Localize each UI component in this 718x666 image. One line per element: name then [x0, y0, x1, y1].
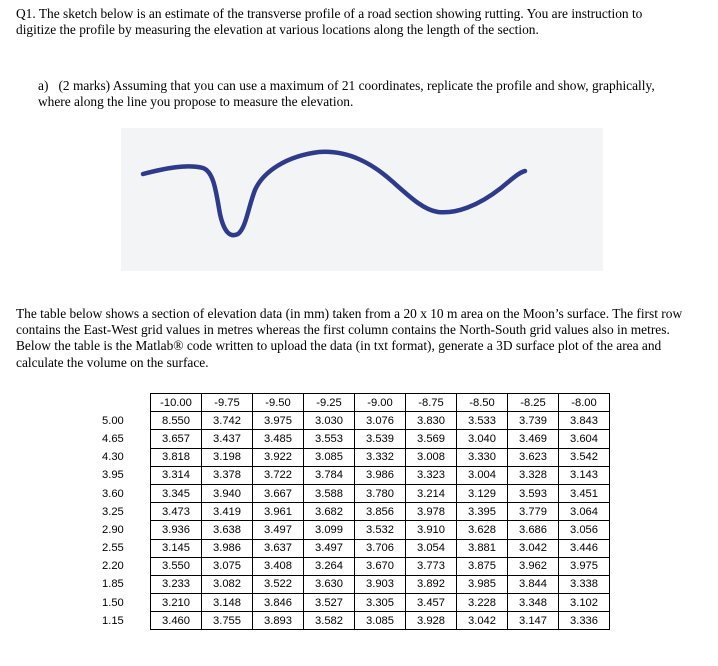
elevation-cell: 3.550: [151, 557, 202, 575]
elevation-cell: 3.623: [508, 448, 559, 466]
part-a-text: Assuming that you can use a maximum of 21 coordinates, replicate the profile and show, graphically, where along the line you propose to measure the elevation.: [38, 78, 655, 110]
question-number: Q1.: [16, 6, 36, 21]
elevation-cell: 3.457: [406, 594, 457, 612]
north-south-label: 5.00: [102, 414, 124, 427]
elevation-cell: 3.085: [355, 612, 406, 630]
elevation-cell: 3.604: [559, 430, 610, 448]
elevation-cell: 3.030: [304, 412, 355, 430]
part-a-label: a): [38, 78, 49, 93]
elevation-cell: 3.233: [151, 575, 202, 593]
elevation-cell: 3.975: [253, 412, 304, 430]
elevation-cell: 3.314: [151, 466, 202, 484]
part-a: [38, 78, 678, 110]
elevation-cell: 3.532: [355, 521, 406, 539]
table-row: [100, 448, 610, 466]
elevation-cell: 3.657: [151, 430, 202, 448]
profile-curve: [143, 152, 525, 235]
elevation-cell: 3.485: [253, 430, 304, 448]
elevation-cell: 3.064: [559, 503, 610, 521]
table-row: [100, 612, 610, 630]
elevation-cell: 3.004: [457, 466, 508, 484]
elevation-cell: 3.533: [457, 412, 508, 430]
elevation-cell: 3.638: [202, 521, 253, 539]
elevation-cell: 3.042: [508, 539, 559, 557]
elevation-cell: 3.451: [559, 484, 610, 502]
east-west-header-cell: -8.50: [457, 394, 508, 412]
elevation-cell: 3.338: [559, 575, 610, 593]
question-body: The sketch below is an estimate of the transverse profile of a road section showing rutting. You are instruction to digitize the profile by measuring the elevation at various locations along the length of the section.: [16, 6, 643, 38]
elevation-cell: 3.628: [457, 521, 508, 539]
elevation-cell: 3.264: [304, 557, 355, 575]
elevation-cell: 3.903: [355, 575, 406, 593]
table-row: [100, 503, 610, 521]
elevation-cell: 3.419: [202, 503, 253, 521]
elevation-cell: 3.667: [253, 484, 304, 502]
elevation-cell: 3.843: [559, 412, 610, 430]
elevation-cell: 3.962: [508, 557, 559, 575]
elevation-cell: 3.323: [406, 466, 457, 484]
elevation-cell: 3.305: [355, 594, 406, 612]
north-south-label: 3.60: [102, 487, 124, 500]
table-row: [100, 594, 610, 612]
east-west-header-cell: -9.25: [304, 394, 355, 412]
elevation-cell: 3.214: [406, 484, 457, 502]
elevation-cell: 3.054: [406, 539, 457, 557]
elevation-cell: 3.940: [202, 484, 253, 502]
north-south-label: 3.95: [102, 469, 124, 482]
elevation-cell: 3.056: [559, 521, 610, 539]
elevation-cell: 3.102: [559, 594, 610, 612]
elevation-cell: 3.210: [151, 594, 202, 612]
east-west-header-cell: -8.00: [559, 394, 610, 412]
table-row: [100, 412, 610, 430]
east-west-header-cell: -8.25: [508, 394, 559, 412]
elevation-cell: 3.569: [406, 430, 457, 448]
east-west-header-cell: -9.00: [355, 394, 406, 412]
elevation-cell: 3.986: [355, 466, 406, 484]
elevation-cell: 3.856: [355, 503, 406, 521]
elevation-cell: 3.395: [457, 503, 508, 521]
elevation-cell: 3.446: [559, 539, 610, 557]
table-row: [100, 539, 610, 557]
elevation-cell: 3.328: [508, 466, 559, 484]
elevation-cell: 3.844: [508, 575, 559, 593]
elevation-cell: 3.378: [202, 466, 253, 484]
elevation-cell: 3.830: [406, 412, 457, 430]
elevation-cell: 3.075: [202, 557, 253, 575]
elevation-cell: 3.779: [508, 503, 559, 521]
elevation-cell: 3.408: [253, 557, 304, 575]
elevation-cell: 3.460: [151, 612, 202, 630]
north-south-label: 2.90: [102, 523, 124, 536]
table-row: [100, 430, 610, 448]
elevation-cell: 3.082: [202, 575, 253, 593]
elevation-cell: 3.085: [304, 448, 355, 466]
north-south-label: 2.55: [102, 542, 124, 555]
elevation-cell: 3.928: [406, 612, 457, 630]
elevation-cell: 3.527: [304, 594, 355, 612]
elevation-cell: 3.975: [559, 557, 610, 575]
table-row: [100, 484, 610, 502]
elevation-cell: 3.497: [304, 539, 355, 557]
elevation-cell: 3.040: [457, 430, 508, 448]
elevation-cell: 3.582: [304, 612, 355, 630]
elevation-cell: 3.332: [355, 448, 406, 466]
north-south-label: 1.85: [102, 578, 124, 591]
elevation-cell: 3.473: [151, 503, 202, 521]
elevation-cell: 3.630: [304, 575, 355, 593]
north-south-label: 3.25: [102, 505, 124, 518]
elevation-cell: 3.978: [406, 503, 457, 521]
elevation-cell: 3.129: [457, 484, 508, 502]
elevation-cell: 3.892: [406, 575, 457, 593]
elevation-cell: 3.706: [355, 539, 406, 557]
elevation-cell: 8.550: [151, 412, 202, 430]
elevation-cell: 3.985: [457, 575, 508, 593]
elevation-cell: 3.042: [457, 612, 508, 630]
elevation-cell: 3.784: [304, 466, 355, 484]
elevation-cell: 3.722: [253, 466, 304, 484]
elevation-cell: 3.542: [559, 448, 610, 466]
elevation-cell: 3.345: [151, 484, 202, 502]
table-corner: [100, 394, 151, 412]
road-profile-sketch-svg: [121, 128, 603, 271]
north-south-label: 1.50: [102, 596, 124, 609]
east-west-header-cell: -8.75: [406, 394, 457, 412]
east-west-header-cell: -9.50: [253, 394, 304, 412]
elevation-cell: 3.739: [508, 412, 559, 430]
elevation-cell: 3.148: [202, 594, 253, 612]
part-a-marks: (2 marks): [58, 78, 111, 93]
north-south-label: 4.65: [102, 432, 124, 445]
elevation-cell: 3.522: [253, 575, 304, 593]
elevation-cell: 3.922: [253, 448, 304, 466]
elevation-cell: 3.780: [355, 484, 406, 502]
elevation-cell: 3.755: [202, 612, 253, 630]
table-row: [100, 575, 610, 593]
elevation-cell: 3.539: [355, 430, 406, 448]
east-west-header-cell: -9.75: [202, 394, 253, 412]
elevation-cell: 3.986: [202, 539, 253, 557]
elevation-cell: 3.588: [304, 484, 355, 502]
elevation-cell: 3.593: [508, 484, 559, 502]
elevation-cell: 3.936: [151, 521, 202, 539]
elevation-cell: 3.881: [457, 539, 508, 557]
east-west-header-cell: -10.00: [151, 394, 202, 412]
elevation-table: [100, 393, 610, 630]
table-row: [100, 466, 610, 484]
elevation-cell: 3.742: [202, 412, 253, 430]
elevation-cell: 3.875: [457, 557, 508, 575]
elevation-cell: 3.553: [304, 430, 355, 448]
table-description: The table below shows a section of elevation data (in mm) taken from a 20 x 10 m area on the Moon’s surface. The first row contains the East-West grid values in metres whereas the first column contains the North-South grid values also in metres. Below the table is the Matlab® code written to upload the data (in txt format), generate a 3D surface plot of the area and calculate the volume on the surface.: [16, 306, 683, 370]
elevation-cell: 3.469: [508, 430, 559, 448]
elevation-cell: 3.961: [253, 503, 304, 521]
elevation-cell: 3.198: [202, 448, 253, 466]
elevation-cell: 3.637: [253, 539, 304, 557]
elevation-cell: 3.437: [202, 430, 253, 448]
elevation-cell: 3.497: [253, 521, 304, 539]
north-south-label: 1.15: [102, 614, 124, 627]
elevation-cell: 3.846: [253, 594, 304, 612]
elevation-cell: 3.818: [151, 448, 202, 466]
elevation-cell: 3.670: [355, 557, 406, 575]
north-south-label: 2.20: [102, 560, 124, 573]
elevation-cell: 3.682: [304, 503, 355, 521]
elevation-cell: 3.336: [559, 612, 610, 630]
elevation-cell: 3.145: [151, 539, 202, 557]
elevation-cell: 3.099: [304, 521, 355, 539]
road-profile-sketch: [121, 128, 603, 271]
elevation-cell: 3.773: [406, 557, 457, 575]
elevation-cell: 3.348: [508, 594, 559, 612]
elevation-cell: 3.008: [406, 448, 457, 466]
elevation-cell: 3.893: [253, 612, 304, 630]
elevation-cell: 3.147: [508, 612, 559, 630]
elevation-cell: 3.910: [406, 521, 457, 539]
north-south-label: 4.30: [102, 451, 124, 464]
elevation-cell: 3.228: [457, 594, 508, 612]
table-row: [100, 521, 610, 539]
table-row: [100, 557, 610, 575]
elevation-cell: 3.686: [508, 521, 559, 539]
elevation-cell: 3.143: [559, 466, 610, 484]
elevation-cell: 3.330: [457, 448, 508, 466]
table-header-row: [100, 394, 610, 412]
elevation-cell: 3.076: [355, 412, 406, 430]
question-text: [16, 6, 676, 38]
